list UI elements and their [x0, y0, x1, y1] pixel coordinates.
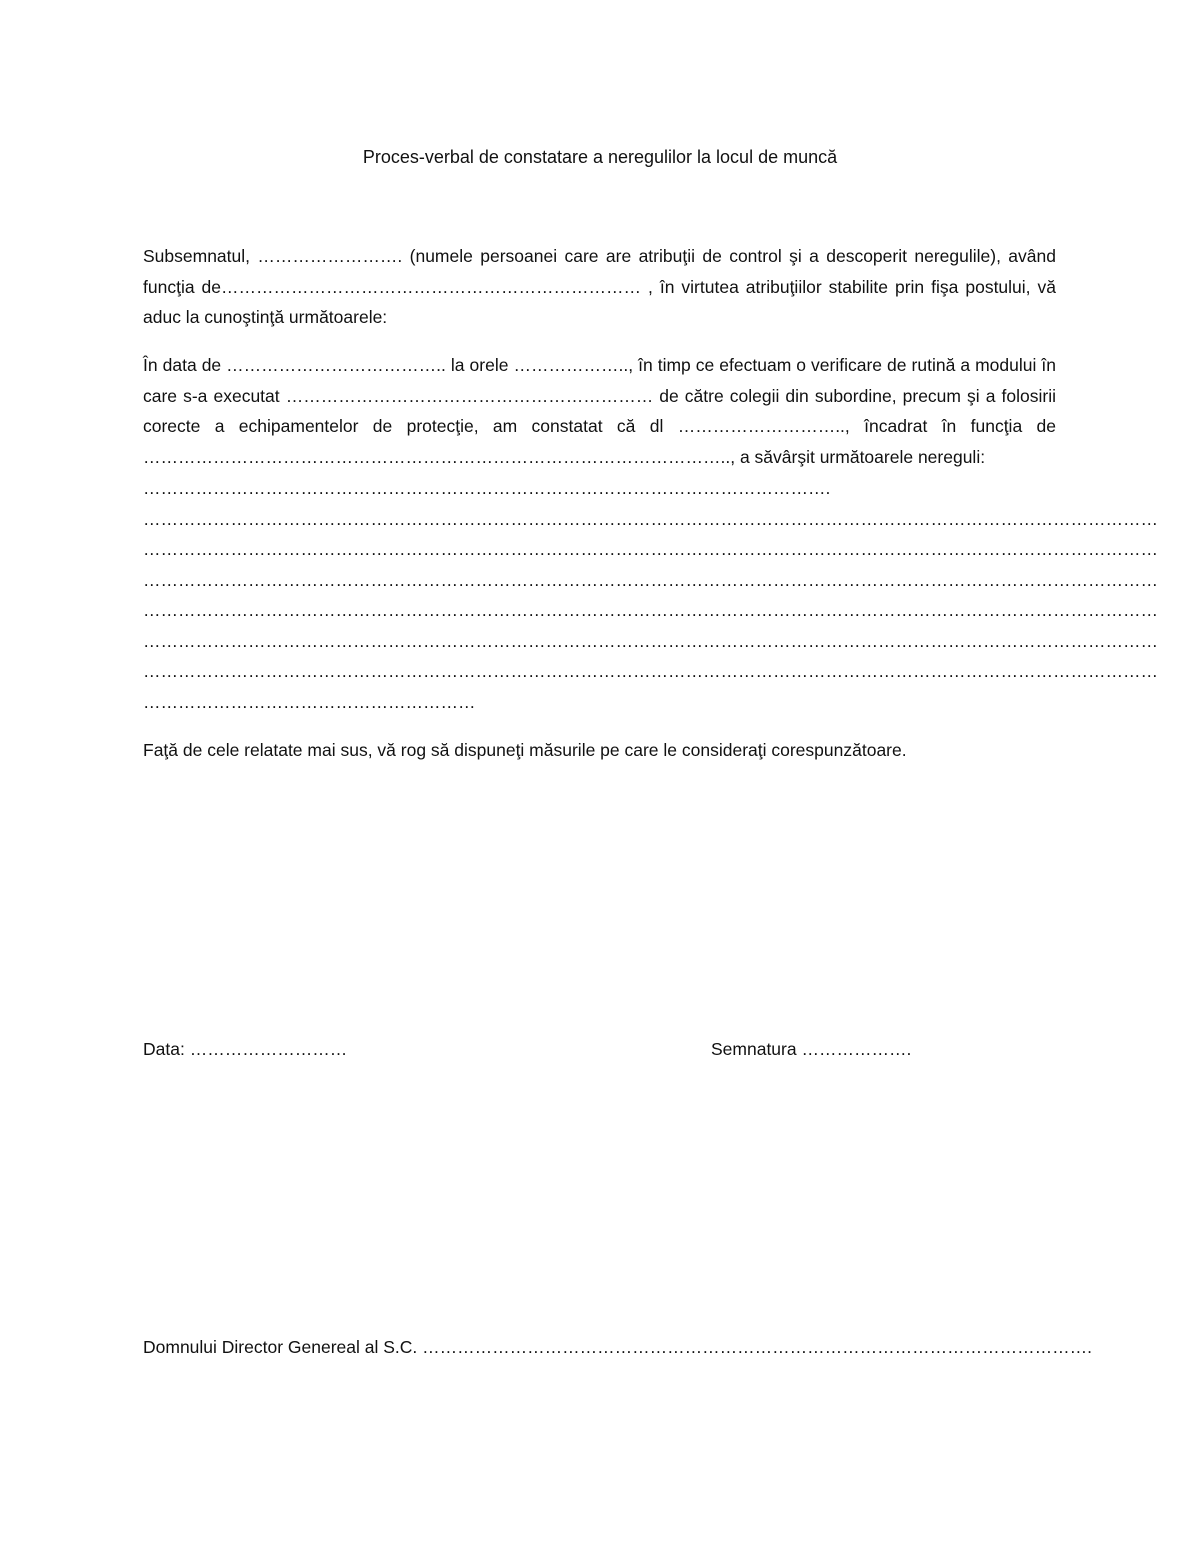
- paragraph-text: Subsemnatul, ……………………. (numele persoanei care are atribuţii de control şi a descoperit neregulile), având funcţia de……………………………………………………………… , în virtutea atribuţiilor stabilite prin fişa postului, vă aduc la cunoştinţă următoarele:: [143, 246, 1056, 327]
- dotted-line: …………………………………………………………………………………………………………………………………………………………: [143, 539, 1158, 559]
- dotted-line: …………………………………………………………………………………………………………………………………………………………: [143, 661, 1158, 681]
- paragraph-declaration: [143, 241, 1056, 333]
- paragraph-request: Faţă de cele relatate mai sus, vă rog să dispuneţi măsurile pe care le consideraţi corespunzătoare.: [143, 740, 907, 760]
- dotted-line: …………………………………………………………………………………………………………………………………………………………: [143, 569, 1158, 590]
- paragraph-findings: [143, 350, 1056, 472]
- dotted-line: …………………………………………………………………………………………………………………………………………………………: [143, 508, 1158, 529]
- dotted-line: …………………………………………………………………………………………………………………………………………………………: [143, 600, 1158, 620]
- document-title: Proces-verbal de constatare a neregulilor la locul de muncă: [362, 147, 838, 167]
- dotted-line: ……………………………………………………………………………………………………….: [143, 478, 831, 498]
- addressee-line: Domnului Director Genereal al S.C. …………………………………………………………………………………………………….: [143, 1337, 1092, 1357]
- dotted-line: …………………………………………………………………………………………………………………………………………………………: [143, 630, 1158, 651]
- paragraph-text: În data de ……………………………….. la orele ……………….., în timp ce efectuam o verificare de rutină a modului în care s-a executat ……………………………………………………… de către colegii din subordine, precum şi a folosirii corecte a echipamentelor de protecţie, am constatat că dl ……………………….., încadrat în funcţia de ……………………………………………………………………………………….., a săvârşit următoarele nereguli:: [143, 355, 1056, 467]
- dotted-line: …………………………………………………: [143, 691, 476, 712]
- date-field: Data: ………………………: [143, 1039, 348, 1059]
- dotted-lines: [143, 473, 1158, 717]
- signature-field: Semnatura ……………….: [711, 1039, 912, 1059]
